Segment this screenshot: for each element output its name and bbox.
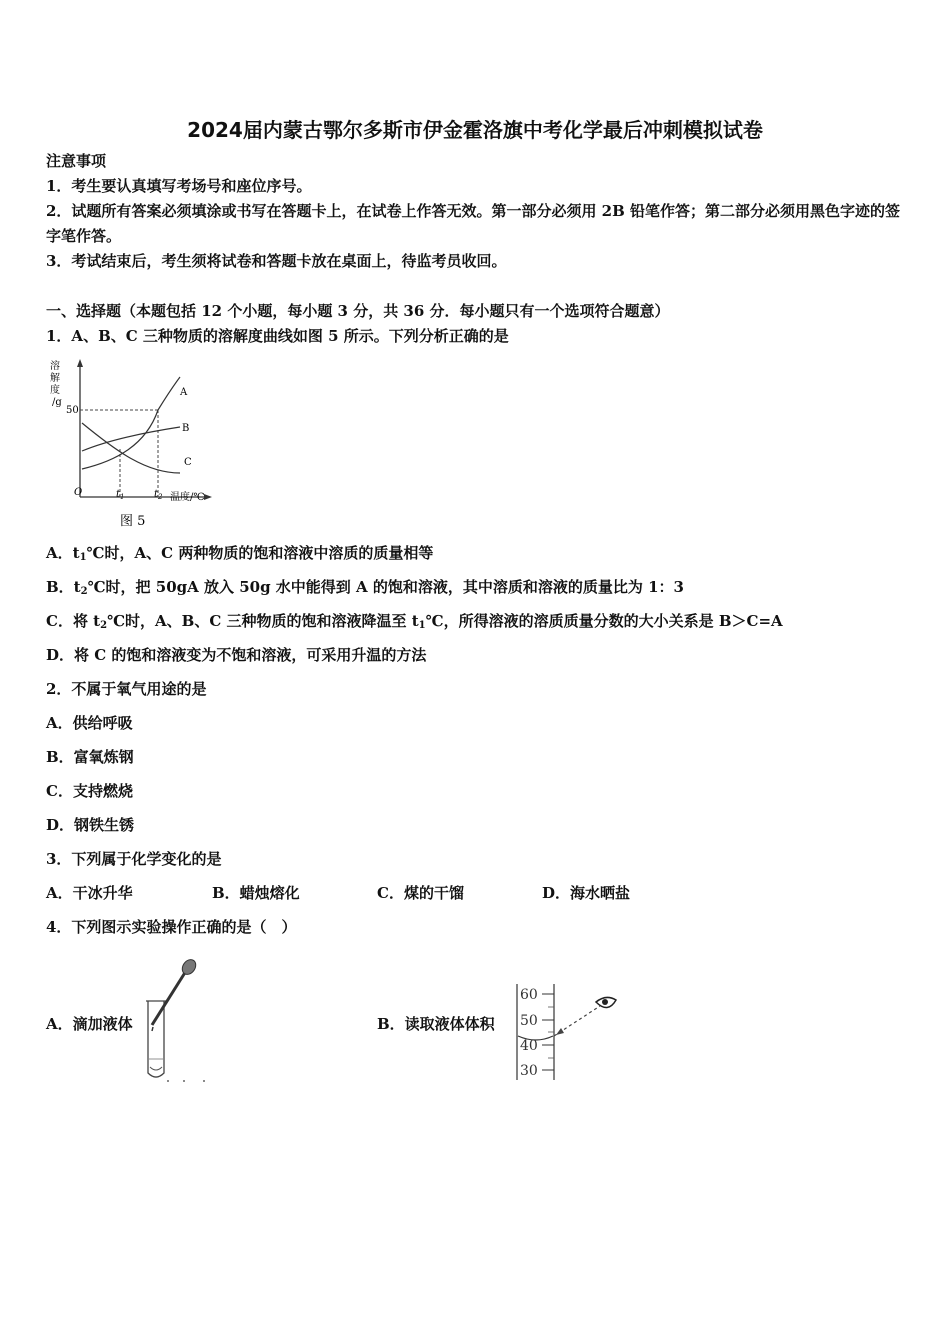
tick-30: 30 [520, 1063, 538, 1079]
x-axis-label: 温度/℃ [170, 492, 205, 503]
figure-caption: 图 5 [120, 514, 146, 529]
notice-item-1: 1．考生要认真填写考场号和座位序号。 [46, 177, 312, 195]
y-tick-50: 50 [66, 405, 79, 416]
y-axis-label-2: 解 [50, 373, 60, 384]
question-4-stem: 4．下列图示实验操作正确的是（ ） [46, 918, 297, 936]
graduated-cylinder-figure [512, 980, 622, 1082]
question-1-stem: 1．A、B、C 三种物质的溶解度曲线如图 5 所示。下列分析正确的是 [46, 327, 509, 345]
q2-option-d: D．钢铁生锈 [46, 816, 135, 834]
tick-60: 60 [520, 987, 538, 1003]
q1-option-c: C．将 $t_2℃$时，A、B、C 三种物质的饱和溶液降温至 $t_1℃$，所得溶液的溶质质量分数的大小关系是 B＞C=A [46, 612, 783, 631]
notice-item-3: 3．考试结束后，考生须将试卷和答题卡放在桌面上，待监考员收回。 [46, 252, 507, 270]
curve-a [82, 377, 180, 469]
q1-option-d: D．将 C 的饱和溶液变为不饱和溶液，可采用升温的方法 [46, 646, 427, 664]
q3-option-b: B．蜡烛熔化 [212, 884, 300, 902]
q1-option-b: B．$t_2℃$时，把 50gA 放入 50g 水中能得到 A 的饱和溶液，其中溶质和溶液的质量比为 1：3 [46, 578, 684, 597]
q4-option-a: A．滴加液体 [46, 1015, 133, 1033]
q2-option-b: B．富氧炼钢 [46, 748, 134, 766]
t1-tick-label: $t_1$ [116, 489, 125, 501]
liquid-in-tube [150, 1067, 162, 1070]
solubility-curve-figure [46, 355, 226, 533]
question-2-stem: 2．不属于氧气用途的是 [46, 680, 207, 698]
q3-option-d: D．海水晒盐 [542, 884, 631, 902]
x-axis-arrow [204, 494, 212, 500]
notice-item-2: 2．试题所有答案必须填涂或书写在答题卡上，在试卷上作答无效。第一部分必须用 2B 铅笔作答；第二部分必须用黑色字迹的签字笔作答。 [46, 202, 901, 245]
tick-50: 50 [520, 1013, 538, 1029]
q3-option-a: A．干冰升华 [46, 884, 133, 902]
y-axis-label-3: 度 [50, 385, 60, 396]
page-title: 2024届内蒙古鄂尔多斯市伊金霍洛旗中考化学最后冲刺模拟试卷 [187, 118, 763, 142]
dropper-test-tube-figure [138, 955, 218, 1083]
tick-40: 40 [520, 1038, 538, 1054]
y-axis-arrow [77, 359, 83, 367]
q2-option-c: C．支持燃烧 [46, 782, 133, 800]
q3-option-c: C．煤的干馏 [377, 884, 464, 902]
section-heading: 一、选择题（本题包括 12 个小题，每小题 3 分，共 36 分．每小题只有一个选项符合题意） [46, 302, 670, 320]
t2-tick-label: $t_2$ [154, 489, 163, 501]
notice-heading: 注意事项 [46, 152, 107, 170]
question-3-stem: 3．下列属于化学变化的是 [46, 850, 222, 868]
dropper-glass [152, 971, 186, 1025]
y-axis-label-1: 溶 [50, 361, 60, 372]
q1-option-a: A．$t_1℃$时，A、C 两种物质的饱和溶液中溶质的质量相等 [46, 544, 434, 563]
curve-c-label: C [184, 457, 192, 468]
curve-a-label: A [180, 387, 188, 398]
q2-option-a: A．供给呼吸 [46, 714, 133, 732]
q4-option-b: B．读取液体体积 [377, 1015, 495, 1033]
y-axis-label-4: /g [52, 397, 62, 408]
origin-label: O [74, 487, 83, 498]
curve-b-label: B [182, 423, 190, 434]
